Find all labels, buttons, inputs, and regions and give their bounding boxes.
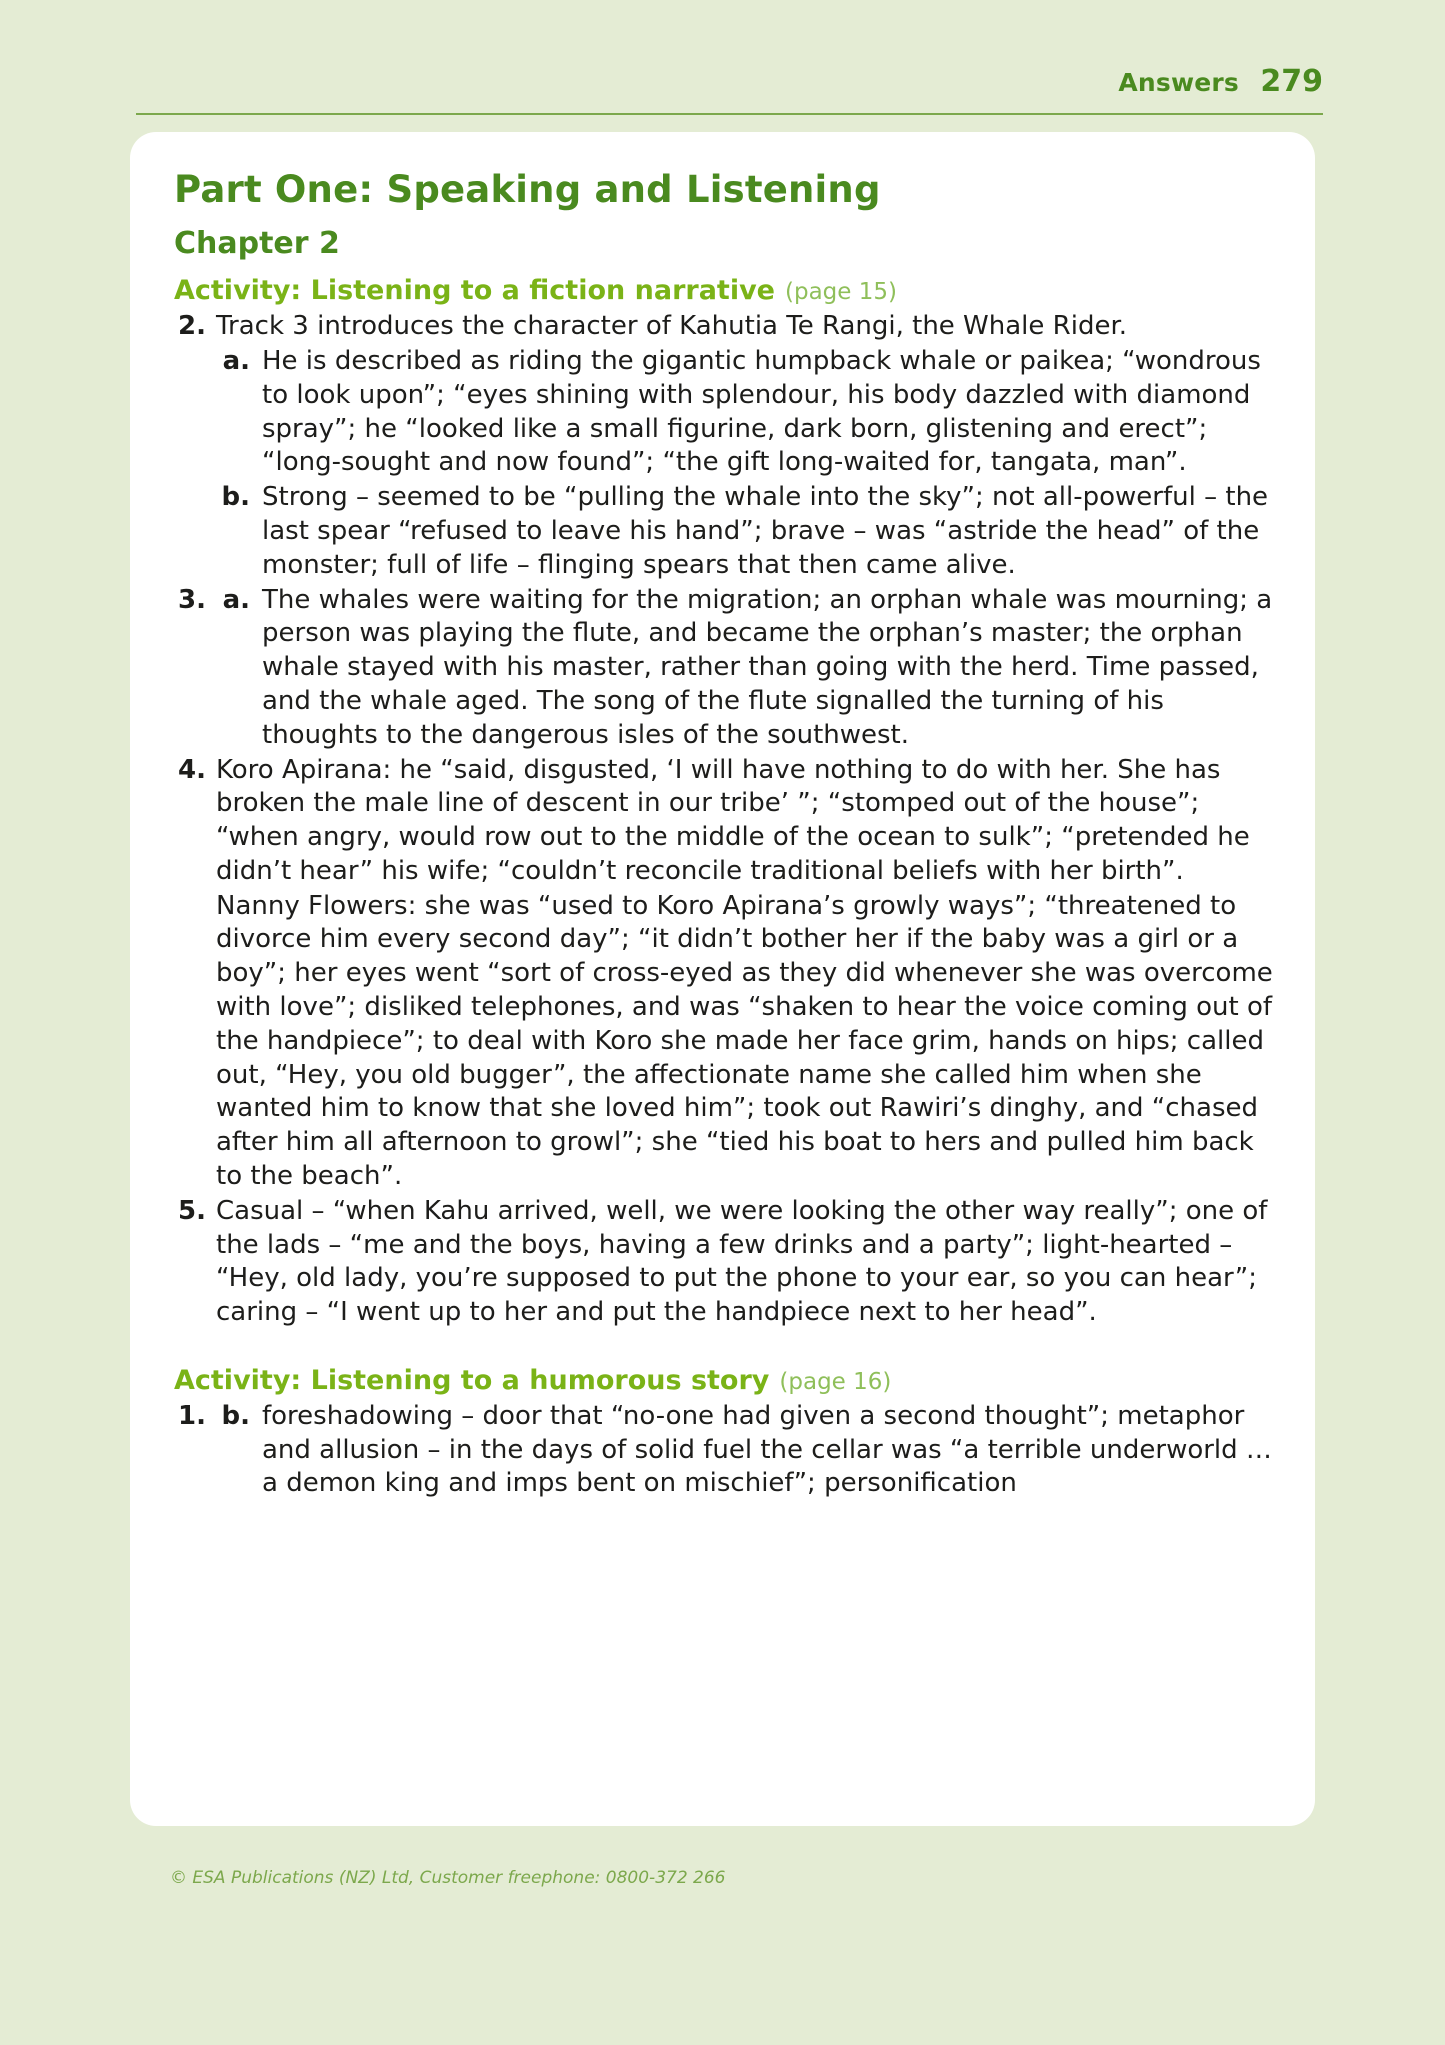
answer-item bbox=[174, 754, 1274, 889]
answer-item bbox=[216, 345, 1274, 480]
answer-item bbox=[174, 890, 1274, 1194]
answer-item bbox=[174, 310, 1274, 344]
answer-number: 4. bbox=[178, 754, 206, 785]
answer-number: 2. bbox=[178, 311, 206, 342]
answer-sub-letter: b. bbox=[221, 1400, 250, 1431]
answer-number: 1. bbox=[178, 1400, 206, 1431]
page-header bbox=[38, 28, 1407, 118]
answer-item bbox=[174, 1400, 1274, 1501]
activity-heading-1-title: Activity: Listening to a fiction narrative bbox=[174, 275, 775, 307]
page-inner bbox=[38, 28, 1407, 2017]
answer-text: Track 3 introduces the character of Kahutia Te Rangi, the Whale Rider. bbox=[216, 311, 1128, 342]
answer-list-2 bbox=[174, 1400, 1274, 1501]
answer-text: He is described as riding the gigantic humpback whale or paikea; “wondrous to look upon”; “eyes shining with splendour, his body dazzled with diamond spray”; he “looked like a small figurine, dark born, glistening and erect”; “long-sought and now found”; “the gift long-waited for, tangata, man”. bbox=[262, 345, 1261, 478]
activity-heading-2-page-ref: (page 16) bbox=[779, 1369, 892, 1396]
chapter-title: Chapter 2 bbox=[174, 226, 340, 262]
answer-item bbox=[174, 1195, 1274, 1330]
answer-text: The whales were waiting for the migration; an orphan whale was mourning; a person was playing the flute, and became the orphan’s master; the orphan whale stayed with his master, rather than going with the herd. Time passed, and the whale aged. The song of the flute signalled the turning of his thoughts to the dangerous isles of the southwest. bbox=[262, 584, 1273, 750]
activity-heading-2 bbox=[174, 1364, 1274, 1398]
answer-number: 5. bbox=[178, 1195, 206, 1226]
activity-heading-1-page-ref: (page 15) bbox=[785, 279, 897, 306]
answer-text: Koro Apirana: he “said, disgusted, ‘I will have nothing to do with her. She has broken the male line of descent in our tribe’ ”; “stomped out of the house”; “when angry, would row out to the middle of the ocean to sulk”; “pretended he didn’t hear” his wife; “couldn’t reconcile traditional beliefs with her birth”. bbox=[216, 754, 1250, 886]
content-card bbox=[130, 132, 1315, 1826]
answer-text: Casual – “when Kahu arrived, well, we were looking the other way really”; one of the lads – “me and the boys, having a few drinks and a party”; light-hearted – “Hey, old lady, you’re supposed to put the phone to your ear, so you can hear”; caring – “I went up to her and put the handpiece next to her head”. bbox=[216, 1195, 1268, 1328]
header-section-label: Answers bbox=[1118, 68, 1239, 97]
header-divider bbox=[136, 113, 1323, 115]
content-body bbox=[174, 168, 1274, 1502]
page-footer: © ESA Publications (NZ) Ltd, Customer freephone: 0800-372 266 bbox=[170, 1868, 726, 1888]
page-number: 279 bbox=[1260, 64, 1323, 99]
answer-text: foreshadowing – door that “no-one had given a second thought”; metaphor and allusion – in the days of solid fuel the cellar was “a terrible underworld … a demon king and imps bent on mischief”; personification bbox=[262, 1400, 1272, 1499]
answer-text: Nanny Flowers: she was “used to Koro Apirana’s growly ways”; “threatened to divorce him every second day”; “it didn’t bother her if the baby was a girl or a boy”; her eyes went “sort of cross-eyed as they did whenever she was overcome with love”; disliked telephones, and was “shaken to hear the voice coming out of the handpiece”; to deal with Koro she made her face grim, hands on hips; called out, “Hey, you old bugger”, the affectionate name she called him when she wanted him to know that she loved him”; took out Rawiri’s dinghy, and “chased after him all afternoon to growl”; she “tied his boat to hers and pulled him back to the beach”. bbox=[216, 890, 1273, 1192]
answer-sub-letter: a. bbox=[222, 584, 250, 615]
part-title: Part One: Speaking and Listening bbox=[174, 168, 881, 211]
answer-list-1 bbox=[174, 310, 1274, 1330]
answer-item bbox=[216, 481, 1274, 582]
answer-text: Strong – seemed to be “pulling the whale into the sky”; not all-powerful – the last spear “refused to leave his hand”; brave – was “astride the head” of the monster; full of life – flinging spears that then came alive. bbox=[262, 482, 1269, 580]
activity-heading-1 bbox=[174, 274, 1274, 308]
answer-sub-letter: a. bbox=[222, 345, 250, 376]
answer-item bbox=[174, 584, 1274, 753]
answer-number: 3. bbox=[178, 584, 206, 615]
activity-heading-2-title: Activity: Listening to a humorous story bbox=[174, 1365, 770, 1397]
answer-sub-letter: b. bbox=[221, 482, 250, 513]
